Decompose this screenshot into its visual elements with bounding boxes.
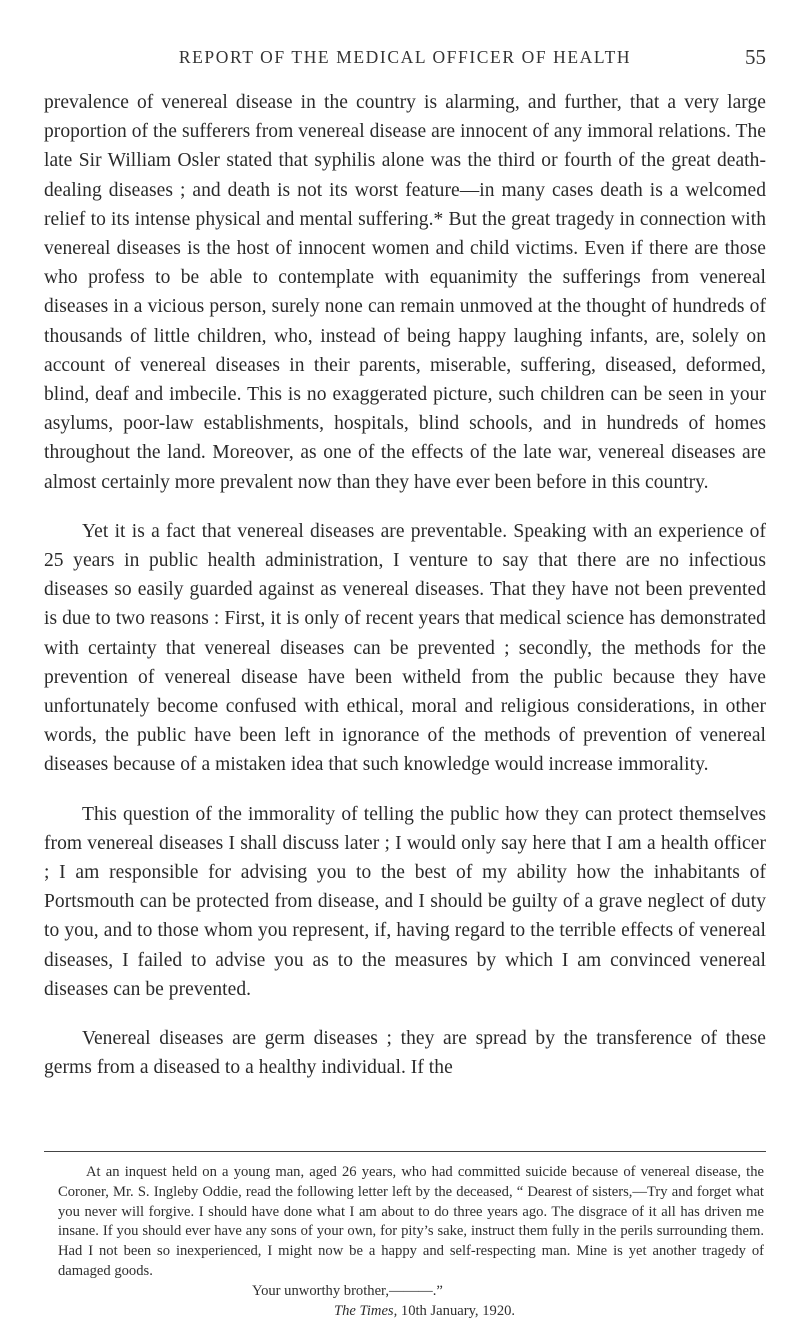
body-text <box>44 88 766 1083</box>
footnote-divider <box>44 1151 766 1152</box>
footnote-closing: Your unworthy brother,———.” <box>252 1282 443 1299</box>
footnote-source-date: 10th January, 1920. <box>400 1302 516 1319</box>
running-title: REPORT OF THE MEDICAL OFFICER OF HEALTH <box>178 47 632 67</box>
footnote <box>58 1163 764 1321</box>
paragraph: prevalence of venereal disease in the country is alarming, and further, that a very large proportion of the sufferers from venereal disease are innocent of any immoral relations. The late Sir William Osler stated that syphilis alone was the third or fourth of the great death-dealing diseases ; and death is not its worst feature—in many cases death is a welcomed relief to its intense physical and mental suffering.* But the great tragedy in connection with venereal diseases is the host of innocent women and child victims. Even if there are those who profess to be able to contemplate with equanimity the sufferings from venereal diseases in a vicious person, surely none can remain unmoved at the thought of hundreds of thousands of little children, who, instead of being happy laughing infants, are, solely on account of venereal diseases in their parents, miserable, suffering, diseased, deformed, blind, deaf and imbecile. This is no exaggerated picture, such children can be seen in your asylums, poor-law establishments, hospitals, blind schools, and in hundreds of homes throughout the land. Moreover, as one of the effects of the late war, venereal diseases are almost certainly more prevalent now than they have ever been before in this country. <box>44 92 766 493</box>
footnote-source <box>58 1302 764 1322</box>
paragraph: Yet it is a fact that venereal diseases are preventable. Speaking with an experience of 25 years in public health administration, I venture to say that there are no infectious diseases so easily guarded against as venereal diseases. That they have not been prevented is due to two reasons : First, it is only of recent years that medical science has demonstrated with certainty that venereal diseases can be prevented ; secondly, the methods for the prevention of venereal disease have been witheld from the public because they have unfortunately become confused with ethical, moral and religious considerations, in other words, the public have been left in ignorance of the methods of prevention of venereal diseases because of a mistaken idea that such knowledge would increase immorality. <box>44 520 766 776</box>
paragraph: This question of the immorality of telling the public how they can protect themselves from venereal diseases I shall discuss later ; I would only say here that I am a health officer ; I am responsible for advising you to the best of my ability how the inhabitants of Portsmouth can be protected from disease, and I should be guilty of a grave neglect of duty to you, and to those whom you represent, if, having regard to the terrible effects of venereal diseases, I failed to advise you as to the measures by which I am convinced venereal diseases can be prevented. <box>44 803 766 1000</box>
footnote-text: At an inquest held on a young man, aged 26 years, who had committed suicide because of venereal disease, the Coroner, Mr. S. Ingleby Oddie, read the following letter left by the deceased, “ Dearest of sisters,—Try and forget what you never will forgive. I should have done what I am about to do three years ago. The disgrace of it all has driven me insane. If you should ever have any sons of your own, for pity’s sake, instruct them fully in the perils surrounding them. Had I not been so inexperienced, I might now be a happy and self-respecting man. Mine is yet another tragedy of damaged goods. <box>58 1164 764 1279</box>
page-header <box>44 0 766 72</box>
document-page <box>44 0 766 1103</box>
paragraph: Venereal diseases are germ diseases ; they are spread by the transference of these germs from a diseased to a healthy individual. If the <box>44 1028 766 1079</box>
page-number: 55 <box>745 45 766 69</box>
footnote-source-title: The Times, <box>334 1302 398 1319</box>
